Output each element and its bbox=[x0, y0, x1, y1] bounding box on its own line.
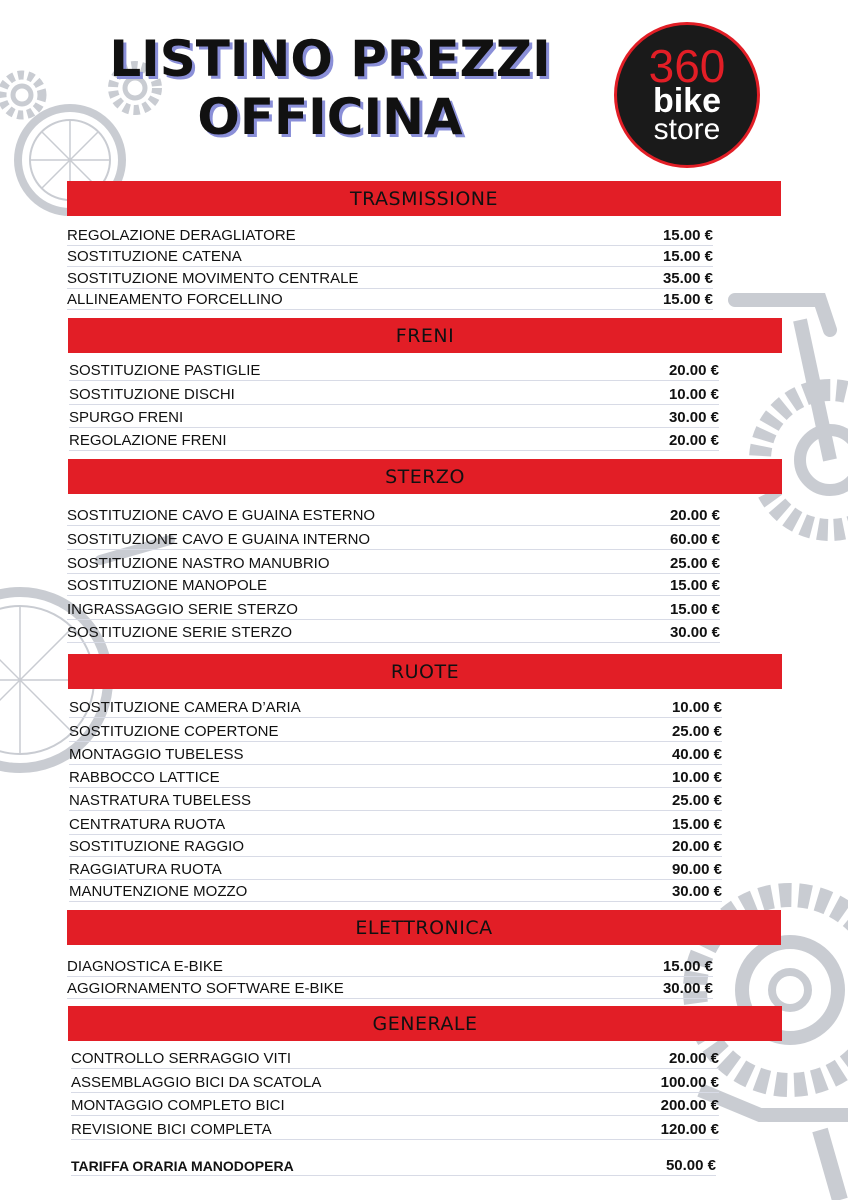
item-label: SOSTITUZIONE MANOPOLE bbox=[67, 577, 268, 594]
item-price: 10.00 € bbox=[671, 769, 722, 786]
item-price: 15.00 € bbox=[669, 577, 720, 594]
list-item bbox=[67, 955, 713, 977]
item-label: RABBOCCO LATTICE bbox=[69, 769, 220, 786]
item-label: ALLINEAMENTO FORCELLINO bbox=[67, 291, 283, 308]
section-header-elettronica: ELETTRONICA bbox=[67, 910, 781, 945]
logo-word-store: store bbox=[653, 113, 721, 146]
item-price: 100.00 € bbox=[660, 1074, 719, 1091]
item-label: SOSTITUZIONE DISCHI bbox=[69, 386, 235, 403]
item-label: ASSEMBLAGGIO BICI DA SCATOLA bbox=[71, 1074, 322, 1091]
list-item bbox=[69, 813, 722, 835]
item-price: 15.00 € bbox=[662, 291, 713, 308]
item-price: 15.00 € bbox=[671, 816, 722, 833]
item-label: SPURGO FRENI bbox=[69, 409, 184, 426]
item-price: 200.00 € bbox=[660, 1097, 719, 1114]
list-item bbox=[69, 835, 722, 857]
item-price: 30.00 € bbox=[669, 624, 720, 641]
list-item bbox=[69, 789, 722, 811]
section-header-freni: FRENI bbox=[68, 318, 782, 353]
item-label: CENTRATURA RUOTA bbox=[69, 816, 226, 833]
item-price: 15.00 € bbox=[662, 958, 713, 975]
title-line-2: OFFICINA bbox=[197, 88, 463, 146]
list-item bbox=[67, 598, 720, 620]
item-label: INGRASSAGGIO SERIE STERZO bbox=[67, 601, 298, 618]
item-price: 10.00 € bbox=[668, 386, 719, 403]
item-label: SOSTITUZIONE NASTRO MANUBRIO bbox=[67, 555, 330, 572]
list-item bbox=[71, 1094, 719, 1116]
item-label: CONTROLLO SERRAGGIO VITI bbox=[71, 1050, 292, 1067]
hourly-rate-row bbox=[71, 1154, 716, 1176]
item-price: 90.00 € bbox=[671, 861, 722, 878]
item-label: SOSTITUZIONE CAVO E GUAINA ESTERNO bbox=[67, 507, 376, 524]
list-item bbox=[69, 406, 719, 428]
item-label: SOSTITUZIONE CAVO E GUAINA INTERNO bbox=[67, 531, 371, 548]
item-label: SOSTITUZIONE CAMERA D’ARIA bbox=[69, 699, 301, 716]
list-item bbox=[69, 766, 722, 788]
list-item bbox=[67, 504, 720, 526]
item-label: REGOLAZIONE FRENI bbox=[69, 432, 227, 449]
item-price: 40.00 € bbox=[671, 746, 722, 763]
item-label: MANUTENZIONE MOZZO bbox=[69, 883, 248, 900]
section-header-sterzo: STERZO bbox=[68, 459, 782, 494]
item-price: 20.00 € bbox=[668, 362, 719, 379]
section-header-generale: GENERALE bbox=[68, 1006, 782, 1041]
page-title bbox=[60, 30, 600, 146]
item-price: 30.00 € bbox=[668, 409, 719, 426]
list-item bbox=[69, 429, 719, 451]
item-label: MONTAGGIO COMPLETO BICI bbox=[71, 1097, 285, 1114]
item-label: SOSTITUZIONE MOVIMENTO CENTRALE bbox=[67, 270, 359, 287]
item-price: 20.00 € bbox=[671, 838, 722, 855]
list-item bbox=[71, 1047, 719, 1069]
hourly-rate-label: TARIFFA ORARIA MANODOPERA bbox=[71, 1158, 294, 1174]
section-header-trasmissione: TRASMISSIONE bbox=[67, 181, 781, 216]
list-item bbox=[67, 574, 720, 596]
item-label: SOSTITUZIONE PASTIGLIE bbox=[69, 362, 261, 379]
item-price: 120.00 € bbox=[660, 1121, 719, 1138]
item-label: REGOLAZIONE DERAGLIATORE bbox=[67, 227, 296, 244]
item-price: 30.00 € bbox=[662, 980, 713, 997]
item-price: 15.00 € bbox=[662, 227, 713, 244]
list-item bbox=[71, 1071, 719, 1093]
item-label: SOSTITUZIONE CATENA bbox=[67, 248, 242, 265]
item-label: DIAGNOSTICA E-BIKE bbox=[67, 958, 223, 975]
title-line-1: LISTINO PREZZI bbox=[109, 30, 551, 88]
list-item bbox=[69, 858, 722, 880]
item-label: SOSTITUZIONE SERIE STERZO bbox=[67, 624, 293, 641]
item-price: 15.00 € bbox=[662, 248, 713, 265]
hourly-rate-price: 50.00 € bbox=[665, 1157, 716, 1174]
list-item bbox=[69, 720, 722, 742]
list-item bbox=[67, 621, 720, 643]
list-item bbox=[71, 1118, 719, 1140]
list-item bbox=[67, 267, 713, 289]
logo-number: 360 bbox=[648, 40, 726, 92]
item-price: 25.00 € bbox=[669, 555, 720, 572]
list-item bbox=[69, 383, 719, 405]
item-label: MONTAGGIO TUBELESS bbox=[69, 746, 244, 763]
store-logo bbox=[614, 22, 760, 168]
list-item bbox=[67, 528, 720, 550]
list-item bbox=[67, 977, 713, 999]
logo-word-bike: bike bbox=[652, 82, 722, 120]
item-price: 20.00 € bbox=[669, 507, 720, 524]
item-price: 20.00 € bbox=[668, 432, 719, 449]
item-price: 30.00 € bbox=[671, 883, 722, 900]
list-item bbox=[67, 552, 720, 574]
item-label: SOSTITUZIONE RAGGIO bbox=[69, 838, 245, 855]
list-item bbox=[67, 245, 713, 267]
list-item bbox=[69, 696, 722, 718]
item-label: AGGIORNAMENTO SOFTWARE E-BIKE bbox=[67, 980, 344, 997]
item-price: 35.00 € bbox=[662, 270, 713, 287]
item-label: RAGGIATURA RUOTA bbox=[69, 861, 222, 878]
list-item bbox=[69, 880, 722, 902]
item-price: 10.00 € bbox=[671, 699, 722, 716]
list-item bbox=[69, 359, 719, 381]
list-item bbox=[67, 224, 713, 246]
item-price: 15.00 € bbox=[669, 601, 720, 618]
item-price: 60.00 € bbox=[669, 531, 720, 548]
item-price: 25.00 € bbox=[671, 723, 722, 740]
list-item bbox=[69, 743, 722, 765]
item-label: SOSTITUZIONE COPERTONE bbox=[69, 723, 279, 740]
section-header-ruote: RUOTE bbox=[68, 654, 782, 689]
item-price: 25.00 € bbox=[671, 792, 722, 809]
item-label: NASTRATURA TUBELESS bbox=[69, 792, 251, 809]
list-item bbox=[67, 288, 713, 310]
gear-icon bbox=[2, 75, 42, 115]
item-price: 20.00 € bbox=[668, 1050, 719, 1067]
item-label: REVISIONE BICI COMPLETA bbox=[71, 1121, 272, 1138]
